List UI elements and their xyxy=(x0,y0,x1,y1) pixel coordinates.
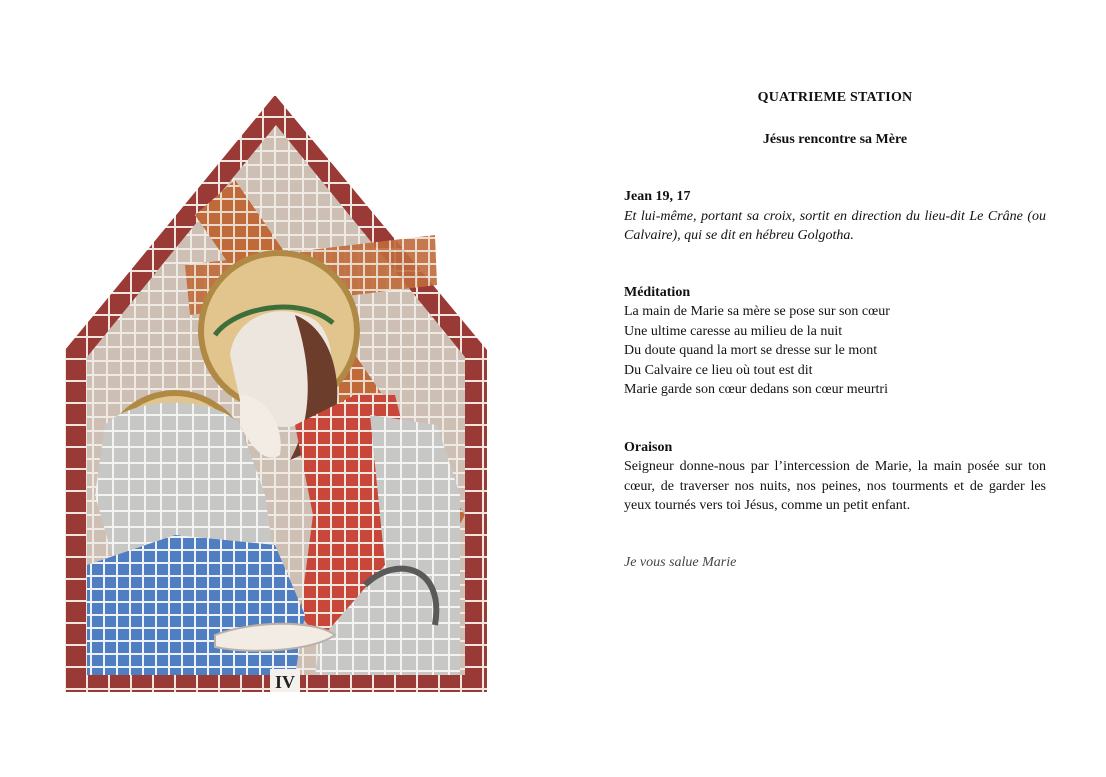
meditation-line: La main de Marie sa mère se pose sur son cœur xyxy=(624,304,890,319)
station-text xyxy=(624,88,1046,586)
meditation-line: Du doute quand la mort se dresse sur le mont xyxy=(624,343,878,358)
station-subtitle: Jésus rencontre sa Mère xyxy=(762,131,908,147)
meditation-line: Marie garde son cœur dedans son cœur meurtri xyxy=(624,382,888,397)
scripture-text: Et lui-même, portant sa croix, sortit en direction du lieu-dit Le Crâne (ou Calvaire), qui se dit en hébreu Golgotha. xyxy=(624,208,1046,243)
closing-prayer: Je vous salue Marie xyxy=(624,554,737,570)
station-numeral: IV xyxy=(274,672,296,692)
meditation-heading: Méditation xyxy=(624,284,691,300)
oraison-section xyxy=(624,438,1046,516)
meditation-line: Du Calvaire ce lieu où tout est dit xyxy=(624,362,813,378)
oraison-heading: Oraison xyxy=(624,439,673,455)
meditation-section xyxy=(624,283,1046,400)
station-title: QUATRIEME STATION xyxy=(757,90,913,105)
meditation-lines xyxy=(624,302,1046,400)
mary-robe xyxy=(87,535,305,675)
scripture-section xyxy=(624,187,1046,246)
meditation-line: Une ultime caresse au milieu de la nuit xyxy=(624,323,843,339)
scripture-reference: Jean 19, 17 xyxy=(624,189,691,204)
oraison-text: Seigneur donne-nous par l’intercession de Marie, la main posée sur ton cœur, de traverser nos nuits, nos peines, nos tourments et de garder les yeux tournés vers toi Jésus, comme un petit enfant. xyxy=(624,459,1046,513)
station-mosaic-image xyxy=(65,95,487,692)
